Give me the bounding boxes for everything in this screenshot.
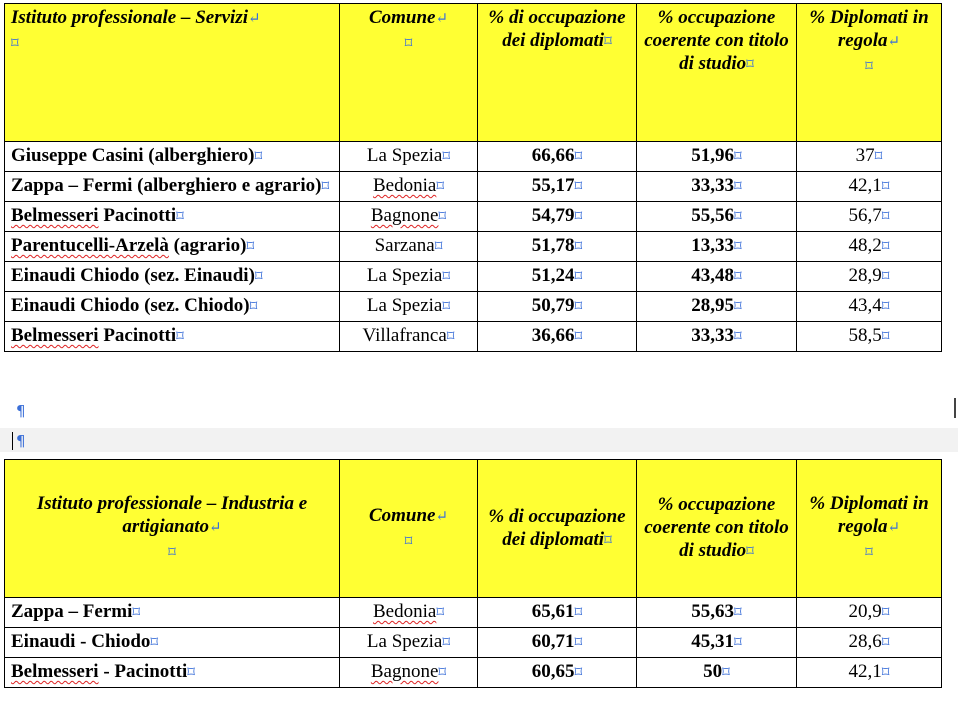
cell-institute-name (5, 658, 340, 688)
cell-regola-text: 28,9 (848, 265, 882, 286)
cell-end-mark: ⌑ (446, 329, 455, 345)
cell-occupazione-text: 60,71 (531, 631, 575, 652)
cell-institute-name (5, 628, 340, 658)
cell-end-mark: ⌑ (176, 209, 184, 225)
cell-occupazione-text: 66,66 (531, 145, 575, 166)
cell-coerente (637, 628, 797, 658)
cell-regola (797, 232, 942, 262)
cell-end-mark: ⌑ (176, 329, 184, 345)
cell-end-mark: ⌑ (187, 665, 195, 681)
header-coerente: % occupazione coerente con titolo di studio⌑ (637, 4, 797, 142)
cell-coerente-text: 51,96 (691, 145, 735, 166)
cell-end-mark: ⌑ (438, 665, 447, 681)
cell-end-mark: ⌑ (881, 179, 890, 195)
cell-coerente-text: 43,48 (691, 265, 735, 286)
cell-coerente-text: 28,95 (691, 295, 735, 316)
cell-comune (340, 658, 478, 688)
cell-regola-text: 43,4 (848, 295, 882, 316)
cell-end-mark: ⌑ (254, 269, 263, 285)
cell-regola (797, 142, 942, 172)
cell-end-mark: ⌑ (734, 329, 742, 345)
cell-occupazione (478, 658, 637, 688)
cell-end-mark: ⌑ (442, 299, 451, 315)
cell-end-mark: ⌑ (436, 179, 445, 195)
cell-institute-name (5, 172, 340, 202)
cell-institute-name-text: Einaudi Chiodo (sez. Einaudi) (11, 265, 255, 286)
cell-institute-name-text: Belmesseri - Pacinotti (11, 661, 188, 682)
cell-coerente-text: 55,63 (691, 601, 735, 622)
cell-occupazione-text: 54,79 (531, 205, 575, 226)
cell-end-mark: ⌑ (249, 299, 258, 315)
cell-comune (340, 322, 478, 352)
cell-institute-name-text: Belmesseri Pacinotti (11, 205, 177, 226)
table-row (5, 628, 942, 658)
cell-coerente (637, 292, 797, 322)
cell-institute-name (5, 142, 340, 172)
cell-end-mark: ⌑ (881, 239, 890, 255)
cell-end-mark: ⌑ (734, 269, 742, 285)
cell-end-mark: ⌑ (442, 269, 451, 285)
table-row (5, 658, 942, 688)
cell-end-mark: ⌑ (150, 635, 159, 651)
cell-institute-name (5, 202, 340, 232)
cell-occupazione (478, 262, 637, 292)
table-row (5, 172, 942, 202)
cell-occupazione (478, 142, 637, 172)
scroll-marker (954, 398, 956, 418)
cell-end-mark: ⌑ (442, 149, 451, 165)
cell-occupazione (478, 232, 637, 262)
table-row (5, 292, 942, 322)
cell-comune (340, 232, 478, 262)
table-row (5, 142, 942, 172)
table-header-row (5, 4, 942, 142)
paragraph-mark: ¶ (16, 402, 26, 420)
cell-coerente-text: 13,33 (691, 235, 735, 256)
cell-end-mark: ⌑ (881, 209, 890, 225)
cell-institute-name (5, 598, 340, 628)
header-institute: Istituto professionale – Industria e artigianato↵ ⌑ (5, 460, 340, 598)
cell-coerente (637, 202, 797, 232)
header-occupazione: % di occupazione dei diplomati⌑ (478, 4, 637, 142)
cell-institute-name-text: Giuseppe Casini (alberghiero) (11, 145, 255, 166)
header-comune: Comune↵ ⌑ (340, 4, 478, 142)
cell-coerente (637, 262, 797, 292)
cell-coerente-text: 55,56 (691, 205, 735, 226)
cell-coerente-text: 45,31 (691, 631, 735, 652)
cell-regola-text: 37 (855, 145, 875, 166)
editor-line-band (0, 428, 958, 452)
cell-coerente (637, 598, 797, 628)
cell-end-mark: ⌑ (881, 665, 890, 681)
cell-end-mark: ⌑ (574, 149, 583, 165)
cell-end-mark: ⌑ (574, 209, 583, 225)
cell-end-mark: ⌑ (246, 239, 255, 255)
cell-end-mark: ⌑ (874, 149, 883, 165)
cell-institute-name (5, 292, 340, 322)
header-comune: Comune↵ ⌑ (340, 460, 478, 598)
table-header-row (5, 460, 942, 598)
cell-regola (797, 628, 942, 658)
cell-comune (340, 292, 478, 322)
cell-occupazione-text: 50,79 (531, 295, 575, 316)
cell-end-mark: ⌑ (734, 179, 742, 195)
cell-institute-name-text: Zappa – Fermi (11, 601, 133, 622)
cell-occupazione (478, 628, 637, 658)
text-cursor (12, 432, 13, 450)
header-coerente: % occupazione coerente con titolo di studio⌑ (637, 460, 797, 598)
cell-end-mark: ⌑ (574, 179, 583, 195)
table-row (5, 598, 942, 628)
cell-end-mark: ⌑ (574, 605, 583, 621)
table-row (5, 232, 942, 262)
cell-comune-text: La Spezia (366, 295, 443, 316)
cell-occupazione (478, 172, 637, 202)
cell-coerente (637, 232, 797, 262)
cell-comune-text: La Spezia (366, 265, 443, 286)
cell-end-mark: ⌑ (436, 605, 445, 621)
cell-regola-text: 48,2 (848, 235, 882, 256)
cell-end-mark: ⌑ (734, 299, 742, 315)
header-institute: Istituto professionale – Servizi↵ ⌑ (5, 4, 340, 142)
cell-institute-name-text: Belmesseri Pacinotti (11, 325, 177, 346)
cell-coerente (637, 172, 797, 202)
cell-end-mark: ⌑ (734, 149, 742, 165)
cell-occupazione-text: 51,24 (531, 265, 575, 286)
cell-institute-name (5, 232, 340, 262)
table-servizi (4, 3, 942, 352)
cell-comune-text: Bagnone (370, 205, 439, 226)
cell-regola-text: 58,5 (848, 325, 882, 346)
cell-end-mark: ⌑ (734, 605, 742, 621)
cell-occupazione (478, 322, 637, 352)
cell-regola (797, 262, 942, 292)
cell-end-mark: ⌑ (722, 665, 730, 681)
cell-end-mark: ⌑ (438, 209, 447, 225)
cell-comune-text: Villafranca (362, 325, 447, 346)
cell-regola-text: 42,1 (848, 175, 882, 196)
cell-occupazione-text: 65,61 (531, 601, 575, 622)
cell-comune (340, 142, 478, 172)
cell-comune-text: La Spezia (366, 631, 443, 652)
cell-end-mark: ⌑ (434, 239, 443, 255)
cell-comune (340, 202, 478, 232)
cell-end-mark: ⌑ (442, 635, 451, 651)
header-occupazione: % di occupazione dei diplomati⌑ (478, 460, 637, 598)
cell-regola (797, 292, 942, 322)
cell-end-mark: ⌑ (574, 635, 583, 651)
cell-coerente-text: 50 (703, 661, 723, 682)
cell-institute-name-text: Einaudi Chiodo (sez. Chiodo) (11, 295, 250, 316)
cell-institute-name (5, 322, 340, 352)
cell-occupazione (478, 598, 637, 628)
cell-end-mark: ⌑ (574, 329, 583, 345)
table-row (5, 262, 942, 292)
cell-comune-text: La Spezia (366, 145, 443, 166)
cell-end-mark: ⌑ (734, 239, 742, 255)
cell-regola-text: 20,9 (848, 601, 882, 622)
cell-end-mark: ⌑ (881, 269, 890, 285)
cell-comune-text: Bedonia (372, 601, 437, 622)
cell-end-mark: ⌑ (881, 299, 890, 315)
cell-comune-text: Bedonia (372, 175, 437, 196)
cell-comune (340, 628, 478, 658)
cell-regola (797, 172, 942, 202)
cell-occupazione-text: 51,78 (531, 235, 575, 256)
cell-comune-text: Bagnone (370, 661, 439, 682)
cell-regola (797, 202, 942, 232)
cell-coerente-text: 33,33 (691, 325, 735, 346)
table-industria (4, 459, 942, 688)
cell-regola (797, 322, 942, 352)
cell-coerente (637, 322, 797, 352)
cell-comune (340, 262, 478, 292)
cell-end-mark: ⌑ (574, 269, 583, 285)
paragraph-mark: ¶ (16, 432, 26, 450)
cell-end-mark: ⌑ (734, 635, 742, 651)
cell-end-mark: ⌑ (574, 665, 583, 681)
cell-comune-text: Sarzana (374, 235, 435, 256)
cell-end-mark: ⌑ (574, 299, 583, 315)
header-regola: % Diplomati in regola↵ ⌑ (797, 460, 942, 598)
cell-occupazione (478, 202, 637, 232)
cell-regola (797, 658, 942, 688)
cell-regola-text: 56,7 (848, 205, 882, 226)
cell-occupazione (478, 292, 637, 322)
cell-coerente (637, 142, 797, 172)
table-row (5, 322, 942, 352)
cell-occupazione-text: 60,65 (531, 661, 575, 682)
cell-regola-text: 28,6 (848, 631, 882, 652)
cell-coerente-text: 33,33 (691, 175, 735, 196)
cell-comune (340, 172, 478, 202)
header-regola: % Diplomati in regola↵ ⌑ (797, 4, 942, 142)
cell-end-mark: ⌑ (132, 605, 141, 621)
cell-institute-name (5, 262, 340, 292)
cell-regola-text: 42,1 (848, 661, 882, 682)
cell-comune (340, 598, 478, 628)
cell-institute-name-text: Parentucelli-Arzelà (agrario) (11, 235, 247, 256)
cell-regola (797, 598, 942, 628)
cell-end-mark: ⌑ (881, 635, 890, 651)
cell-occupazione-text: 55,17 (531, 175, 575, 196)
cell-end-mark: ⌑ (881, 605, 890, 621)
cell-end-mark: ⌑ (574, 239, 583, 255)
table-row (5, 202, 942, 232)
cell-end-mark: ⌑ (881, 329, 890, 345)
cell-end-mark: ⌑ (321, 179, 330, 195)
cell-institute-name-text: Zappa – Fermi (alberghiero e agrario) (11, 175, 322, 196)
cell-institute-name-text: Einaudi - Chiodo (11, 631, 151, 652)
cell-occupazione-text: 36,66 (531, 325, 575, 346)
cell-end-mark: ⌑ (734, 209, 742, 225)
cell-coerente (637, 658, 797, 688)
cell-end-mark: ⌑ (254, 149, 263, 165)
